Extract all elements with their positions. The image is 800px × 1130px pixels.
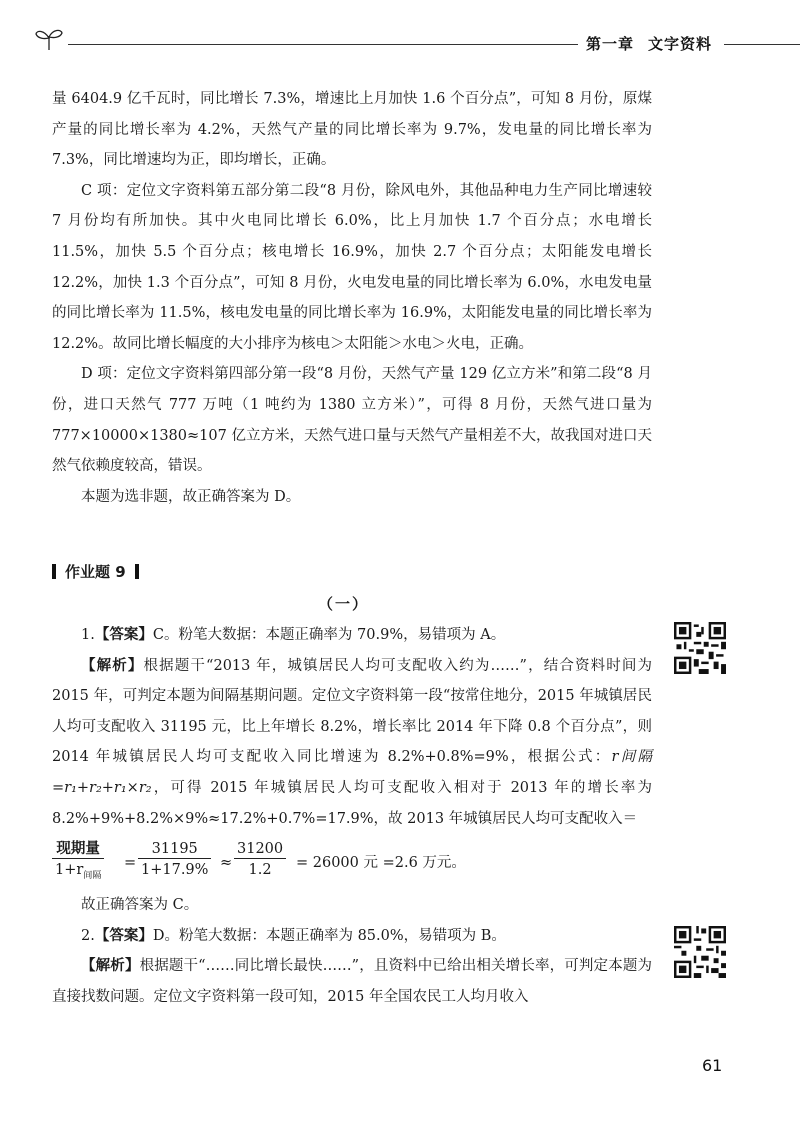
q2-answer	[52, 921, 652, 952]
q1-analysis	[52, 651, 652, 835]
q1-analysis-text2: ，可得 2015 年城镇居民人均可支配收入相对于 2013 年的增长率为 8.2%+9%+8.2%×9%≈17.2%+0.7%=17.9%，故 2013 年城镇居民人均可支配收入＝	[52, 779, 652, 827]
chapter-title	[586, 33, 712, 54]
section-bar-right	[135, 564, 139, 579]
q2-analysis-text: 根据题干“……同比增长最快……”，且资料中已给出相关增长率，可判定本题为直接找数问题。定位文字资料第一段可知，2015 年全国农民工人均月收入	[52, 958, 652, 1005]
frac2-denominator: 1+17.9%	[138, 858, 211, 881]
chapter-label: 第一章	[586, 35, 635, 53]
formula-approx: ≈	[220, 855, 233, 872]
paragraph: 本题为选非题，故正确答案为 D。	[81, 488, 301, 505]
formula-result: = 26000 元 =2.6 万元。	[296, 855, 466, 872]
q1-number: 1.	[81, 627, 95, 643]
header-rule-left	[68, 44, 578, 45]
sprout-logo-icon	[34, 26, 64, 52]
frac2-numerator: 31195	[151, 841, 198, 858]
q1-answer-tag: 【答案】	[94, 626, 153, 643]
chapter-name: 文字资料	[648, 35, 713, 53]
formula-equals: =	[124, 855, 137, 872]
q1-answer	[52, 620, 652, 651]
q1-formula-inline: r间隔=r₁+r₂+r₁×r₂	[52, 749, 652, 796]
page-number: 61	[702, 1056, 723, 1075]
formula-fraction-1	[52, 840, 104, 887]
q2-analysis-tag: 【解析】	[81, 957, 140, 975]
formula-fraction-2	[138, 840, 211, 881]
q1-formula	[52, 838, 652, 890]
questions-block	[52, 620, 652, 1013]
q2-analysis	[52, 951, 652, 1012]
qr-code-icon[interactable]	[674, 926, 726, 978]
q2-number: 2.	[81, 927, 95, 944]
q2-answer-tag: 【答案】	[94, 926, 153, 944]
page-header	[34, 22, 800, 62]
q1-answer-text: C。粉笔大数据：本题正确率为 70.9%，易错项为 A。	[152, 627, 506, 643]
q1-analysis-tag: 【解析】	[81, 656, 144, 674]
section-heading	[52, 561, 139, 582]
q1-analysis-text: 根据题干“2013 年，城镇居民人均可支配收入约为……”，结合资料时间为 2015 年，可判定本题为间隔基期问题。定位文字资料第一段“按常住地分，2015 年城镇居民人均可支配收入 31195 元，比上年增长 8.2%，增长率比 2014 年下降 0.8 个百分点”，则 2014 年城镇居民人均可支配收入同比增速为 8.2%+0.8%=9%，根据公式：	[52, 657, 653, 766]
frac3-numerator: 31200	[237, 841, 284, 858]
section-bar-left	[52, 564, 56, 579]
q1-conclusion: 故正确答案为 C。	[81, 897, 199, 914]
content-top	[52, 84, 652, 512]
paragraph: C 项：定位文字资料第五部分第二段“8 月份，除风电外，其他品种电力生产同比增速较 7 月份均有所加快。其中火电同比增长 6.0%，比上月加快 1.7 个百分点；水电增长 11.5%，加快 5.5 个百分点；核电增长 16.9%，加快 2.7 个百分点；太阳能发电增长 12.2%，加快 1.3 个百分点”，可知 8 月份，火电发电量的同比增长率为 6.0%，水电发电量的同比增长率为 11.5%，核电发电量的同比增长率为 16.9%，太阳能发电量的同比增长率为 12.2%。故同比增长幅度的大小排序为核电＞太阳能＞水电＞火电，正确。	[52, 182, 652, 352]
formula-fraction-3	[234, 840, 286, 881]
frac1-numerator: 现期量	[56, 840, 100, 858]
qr-code-icon[interactable]	[674, 622, 726, 674]
frac1-den-sub: 间隔	[83, 871, 102, 882]
frac1-denominator	[52, 858, 104, 887]
q2-answer-text: D。粉笔大数据：本题正确率为 85.0%，易错项为 B。	[152, 927, 506, 944]
paragraph: 量 6404.9 亿千瓦时，同比增长 7.3%，增速比上月加快 1.6 个百分点”，可知 8 月份，原煤产量的同比增长率为 4.2%，天然气产量的同比增长率为 9.7%，发电量的同比增长率为 7.3%，同比增速均为正，即均增长，正确。	[52, 91, 652, 169]
paragraph: D 项：定位文字资料第四部分第一段“8 月份，天然气产量 129 亿立方米”和第二段“8 月份，进口天然气 777 万吨（1 吨约为 1380 立方米）”，可得 8 月份，天然气进口量为 777×10000×1380≈107 亿立方米，天然气进口量与天然气产量相差不大，故我国对进口天然气依赖度较高，错误。	[52, 366, 652, 475]
section-title: 作业题 9	[65, 563, 126, 581]
frac1-den-main: 1+r	[55, 862, 84, 879]
header-rule-right	[724, 44, 800, 45]
frac3-denominator: 1.2	[234, 858, 286, 881]
part-heading: （一）	[318, 595, 370, 613]
